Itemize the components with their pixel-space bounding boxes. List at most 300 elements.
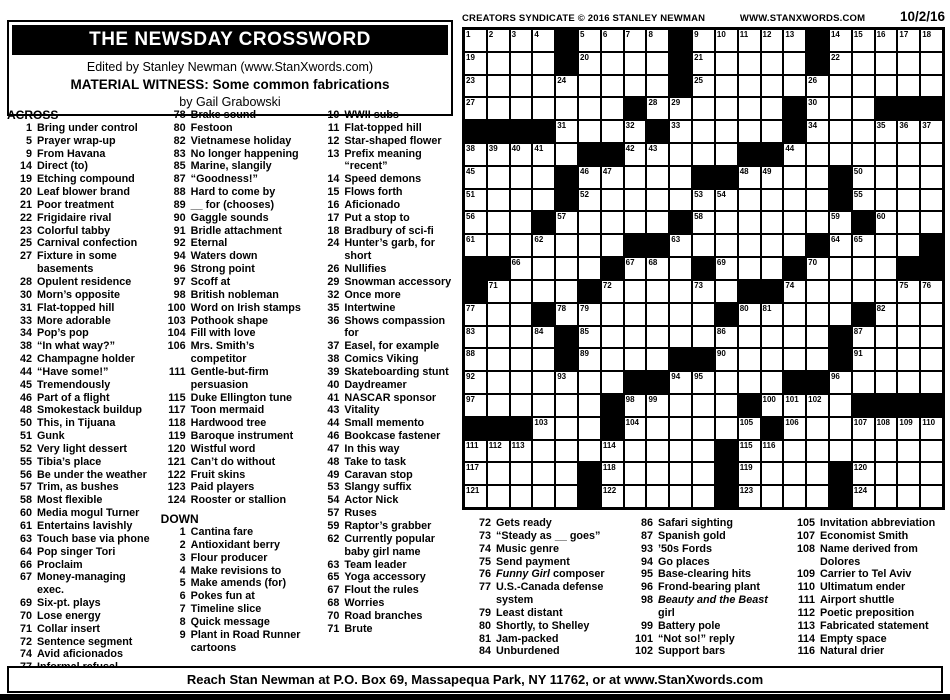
grid-cell[interactable] [692, 326, 715, 349]
grid-cell[interactable] [829, 29, 852, 52]
grid-cell[interactable] [692, 189, 715, 212]
grid-cell[interactable] [510, 348, 533, 371]
grid-cell[interactable] [806, 440, 829, 463]
grid-cell[interactable] [852, 485, 875, 508]
grid-cell[interactable] [464, 29, 487, 52]
grid-cell[interactable] [829, 143, 852, 166]
grid-cell[interactable] [783, 348, 806, 371]
grid-cell[interactable] [601, 303, 624, 326]
grid-cell[interactable] [829, 75, 852, 98]
grid-cell[interactable] [487, 440, 510, 463]
grid-cell[interactable] [510, 303, 533, 326]
grid-cell[interactable] [852, 417, 875, 440]
grid-cell[interactable] [578, 394, 601, 417]
grid-cell[interactable] [829, 52, 852, 75]
grid-cell[interactable] [783, 462, 806, 485]
grid-cell[interactable] [646, 166, 669, 189]
grid-cell[interactable] [578, 52, 601, 75]
grid-cell[interactable] [487, 143, 510, 166]
grid-cell[interactable] [646, 348, 669, 371]
grid-cell[interactable] [920, 75, 943, 98]
grid-cell[interactable] [761, 485, 784, 508]
grid-cell[interactable] [715, 348, 738, 371]
grid-cell[interactable] [487, 234, 510, 257]
grid-cell[interactable] [510, 52, 533, 75]
grid-cell[interactable] [487, 211, 510, 234]
grid-cell[interactable] [897, 143, 920, 166]
grid-cell[interactable] [761, 75, 784, 98]
grid-cell[interactable] [692, 29, 715, 52]
grid-cell[interactable] [624, 303, 647, 326]
grid-cell[interactable] [555, 143, 578, 166]
grid-cell[interactable] [852, 120, 875, 143]
grid-cell[interactable] [806, 485, 829, 508]
grid-cell[interactable] [464, 143, 487, 166]
grid-cell[interactable] [601, 75, 624, 98]
grid-cell[interactable] [875, 52, 898, 75]
grid-cell[interactable] [715, 417, 738, 440]
grid-cell[interactable] [761, 394, 784, 417]
grid-cell[interactable] [646, 75, 669, 98]
grid-cell[interactable] [532, 29, 555, 52]
grid-cell[interactable] [669, 440, 692, 463]
grid-cell[interactable] [646, 462, 669, 485]
grid-cell[interactable] [464, 485, 487, 508]
grid-cell[interactable] [624, 52, 647, 75]
grid-cell[interactable] [875, 485, 898, 508]
grid-cell[interactable] [487, 326, 510, 349]
grid-cell[interactable] [510, 143, 533, 166]
grid-cell[interactable] [761, 257, 784, 280]
grid-cell[interactable] [510, 257, 533, 280]
grid-cell[interactable] [875, 211, 898, 234]
grid-cell[interactable] [601, 326, 624, 349]
grid-cell[interactable] [624, 189, 647, 212]
grid-cell[interactable] [875, 257, 898, 280]
grid-cell[interactable] [464, 348, 487, 371]
grid-cell[interactable] [464, 440, 487, 463]
grid-cell[interactable] [578, 29, 601, 52]
grid-cell[interactable] [692, 303, 715, 326]
grid-cell[interactable] [624, 440, 647, 463]
grid-cell[interactable] [646, 189, 669, 212]
grid-cell[interactable] [920, 485, 943, 508]
grid-cell[interactable] [669, 189, 692, 212]
grid-cell[interactable] [852, 371, 875, 394]
grid-cell[interactable] [646, 29, 669, 52]
grid-cell[interactable] [601, 52, 624, 75]
grid-cell[interactable] [783, 326, 806, 349]
grid-cell[interactable] [487, 29, 510, 52]
grid-cell[interactable] [875, 280, 898, 303]
grid-cell[interactable] [510, 462, 533, 485]
grid-cell[interactable] [532, 485, 555, 508]
grid-cell[interactable] [555, 97, 578, 120]
grid-cell[interactable] [624, 120, 647, 143]
grid-cell[interactable] [692, 143, 715, 166]
grid-cell[interactable] [920, 280, 943, 303]
grid-cell[interactable] [532, 234, 555, 257]
grid-cell[interactable] [646, 280, 669, 303]
grid-cell[interactable] [829, 211, 852, 234]
grid-cell[interactable] [692, 485, 715, 508]
grid-cell[interactable] [464, 166, 487, 189]
grid-cell[interactable] [487, 280, 510, 303]
grid-cell[interactable] [738, 257, 761, 280]
grid-cell[interactable] [829, 440, 852, 463]
grid-cell[interactable] [578, 348, 601, 371]
grid-cell[interactable] [783, 143, 806, 166]
grid-cell[interactable] [624, 394, 647, 417]
grid-cell[interactable] [738, 371, 761, 394]
grid-cell[interactable] [806, 326, 829, 349]
grid-cell[interactable] [897, 417, 920, 440]
grid-cell[interactable] [487, 75, 510, 98]
grid-cell[interactable] [783, 75, 806, 98]
grid-cell[interactable] [783, 440, 806, 463]
grid-cell[interactable] [669, 371, 692, 394]
grid-cell[interactable] [624, 485, 647, 508]
grid-cell[interactable] [806, 394, 829, 417]
grid-cell[interactable] [852, 257, 875, 280]
grid-cell[interactable] [852, 75, 875, 98]
grid-cell[interactable] [646, 143, 669, 166]
grid-cell[interactable] [487, 348, 510, 371]
grid-cell[interactable] [464, 189, 487, 212]
grid-cell[interactable] [920, 348, 943, 371]
grid-cell[interactable] [738, 303, 761, 326]
grid-cell[interactable] [510, 371, 533, 394]
grid-cell[interactable] [532, 440, 555, 463]
grid-cell[interactable] [692, 280, 715, 303]
grid-cell[interactable] [510, 485, 533, 508]
grid-cell[interactable] [897, 440, 920, 463]
grid-cell[interactable] [738, 462, 761, 485]
grid-cell[interactable] [806, 120, 829, 143]
grid-cell[interactable] [578, 371, 601, 394]
grid-cell[interactable] [624, 257, 647, 280]
grid-cell[interactable] [875, 75, 898, 98]
grid-cell[interactable] [555, 485, 578, 508]
grid-cell[interactable] [875, 29, 898, 52]
grid-cell[interactable] [761, 440, 784, 463]
grid-cell[interactable] [555, 440, 578, 463]
grid-cell[interactable] [624, 75, 647, 98]
grid-cell[interactable] [669, 97, 692, 120]
grid-cell[interactable] [920, 326, 943, 349]
grid-cell[interactable] [920, 189, 943, 212]
grid-cell[interactable] [669, 143, 692, 166]
grid-cell[interactable] [646, 326, 669, 349]
grid-cell[interactable] [624, 326, 647, 349]
grid-cell[interactable] [920, 417, 943, 440]
grid-cell[interactable] [692, 371, 715, 394]
grid-cell[interactable] [829, 280, 852, 303]
grid-cell[interactable] [875, 417, 898, 440]
grid-cell[interactable] [783, 303, 806, 326]
grid-cell[interactable] [897, 29, 920, 52]
grid-cell[interactable] [601, 440, 624, 463]
grid-cell[interactable] [601, 348, 624, 371]
grid-cell[interactable] [852, 166, 875, 189]
grid-cell[interactable] [555, 417, 578, 440]
grid-cell[interactable] [464, 303, 487, 326]
grid-cell[interactable] [875, 189, 898, 212]
grid-cell[interactable] [806, 417, 829, 440]
grid-cell[interactable] [555, 280, 578, 303]
grid-cell[interactable] [852, 234, 875, 257]
grid-cell[interactable] [897, 485, 920, 508]
grid-cell[interactable] [532, 189, 555, 212]
grid-cell[interactable] [464, 326, 487, 349]
grid-cell[interactable] [738, 75, 761, 98]
grid-cell[interactable] [783, 394, 806, 417]
grid-cell[interactable] [646, 97, 669, 120]
grid-cell[interactable] [601, 189, 624, 212]
grid-cell[interactable] [852, 280, 875, 303]
grid-cell[interactable] [783, 52, 806, 75]
grid-cell[interactable] [920, 166, 943, 189]
grid-cell[interactable] [738, 234, 761, 257]
grid-cell[interactable] [624, 166, 647, 189]
grid-cell[interactable] [510, 211, 533, 234]
grid-cell[interactable] [464, 371, 487, 394]
grid-cell[interactable] [487, 462, 510, 485]
grid-cell[interactable] [601, 29, 624, 52]
grid-cell[interactable] [646, 52, 669, 75]
grid-cell[interactable] [761, 52, 784, 75]
grid-cell[interactable] [806, 166, 829, 189]
grid-cell[interactable] [875, 143, 898, 166]
grid-cell[interactable] [578, 120, 601, 143]
grid-cell[interactable] [464, 75, 487, 98]
grid-cell[interactable] [738, 120, 761, 143]
grid-cell[interactable] [692, 394, 715, 417]
grid-cell[interactable] [646, 417, 669, 440]
grid-cell[interactable] [852, 348, 875, 371]
grid-cell[interactable] [692, 75, 715, 98]
grid-cell[interactable] [624, 143, 647, 166]
grid-cell[interactable] [624, 417, 647, 440]
grid-cell[interactable] [715, 120, 738, 143]
grid-cell[interactable] [510, 29, 533, 52]
grid-cell[interactable] [829, 234, 852, 257]
grid-cell[interactable] [532, 143, 555, 166]
grid-cell[interactable] [783, 189, 806, 212]
grid-cell[interactable] [875, 303, 898, 326]
grid-cell[interactable] [601, 234, 624, 257]
grid-cell[interactable] [783, 166, 806, 189]
grid-cell[interactable] [761, 348, 784, 371]
grid-cell[interactable] [875, 120, 898, 143]
grid-cell[interactable] [829, 120, 852, 143]
grid-cell[interactable] [875, 166, 898, 189]
grid-cell[interactable] [920, 371, 943, 394]
grid-cell[interactable] [669, 394, 692, 417]
grid-cell[interactable] [578, 211, 601, 234]
grid-cell[interactable] [761, 166, 784, 189]
grid-cell[interactable] [464, 211, 487, 234]
grid-cell[interactable] [510, 440, 533, 463]
grid-cell[interactable] [738, 326, 761, 349]
grid-cell[interactable] [761, 211, 784, 234]
grid-cell[interactable] [532, 417, 555, 440]
grid-cell[interactable] [738, 440, 761, 463]
grid-cell[interactable] [624, 29, 647, 52]
grid-cell[interactable] [829, 371, 852, 394]
grid-cell[interactable] [464, 394, 487, 417]
grid-cell[interactable] [646, 485, 669, 508]
grid-cell[interactable] [601, 280, 624, 303]
grid-cell[interactable] [715, 394, 738, 417]
grid-cell[interactable] [692, 52, 715, 75]
grid-cell[interactable] [897, 189, 920, 212]
grid-cell[interactable] [806, 348, 829, 371]
grid-cell[interactable] [715, 97, 738, 120]
grid-cell[interactable] [510, 166, 533, 189]
grid-cell[interactable] [487, 485, 510, 508]
grid-cell[interactable] [897, 348, 920, 371]
grid-cell[interactable] [761, 29, 784, 52]
grid-cell[interactable] [852, 326, 875, 349]
grid-cell[interactable] [761, 120, 784, 143]
grid-cell[interactable] [669, 303, 692, 326]
grid-cell[interactable] [715, 257, 738, 280]
grid-cell[interactable] [532, 394, 555, 417]
grid-cell[interactable] [829, 394, 852, 417]
grid-cell[interactable] [669, 120, 692, 143]
grid-cell[interactable] [578, 75, 601, 98]
grid-cell[interactable] [715, 280, 738, 303]
grid-cell[interactable] [464, 52, 487, 75]
grid-cell[interactable] [897, 234, 920, 257]
grid-cell[interactable] [783, 280, 806, 303]
grid-cell[interactable] [624, 462, 647, 485]
grid-cell[interactable] [692, 97, 715, 120]
grid-cell[interactable] [487, 97, 510, 120]
grid-cell[interactable] [578, 97, 601, 120]
grid-cell[interactable] [532, 280, 555, 303]
grid-cell[interactable] [669, 257, 692, 280]
grid-cell[interactable] [852, 462, 875, 485]
grid-cell[interactable] [510, 189, 533, 212]
grid-cell[interactable] [532, 75, 555, 98]
grid-cell[interactable] [761, 303, 784, 326]
grid-cell[interactable] [624, 280, 647, 303]
grid-cell[interactable] [852, 440, 875, 463]
grid-cell[interactable] [715, 371, 738, 394]
grid-cell[interactable] [601, 166, 624, 189]
grid-cell[interactable] [510, 394, 533, 417]
grid-cell[interactable] [555, 257, 578, 280]
grid-cell[interactable] [578, 417, 601, 440]
grid-cell[interactable] [783, 234, 806, 257]
grid-cell[interactable] [646, 394, 669, 417]
grid-cell[interactable] [829, 257, 852, 280]
grid-cell[interactable] [761, 462, 784, 485]
grid-cell[interactable] [669, 280, 692, 303]
grid-cell[interactable] [669, 485, 692, 508]
grid-cell[interactable] [897, 280, 920, 303]
grid-cell[interactable] [875, 326, 898, 349]
grid-cell[interactable] [601, 97, 624, 120]
grid-cell[interactable] [783, 29, 806, 52]
grid-cell[interactable] [646, 440, 669, 463]
grid-cell[interactable] [464, 234, 487, 257]
grid-cell[interactable] [806, 280, 829, 303]
grid-cell[interactable] [806, 143, 829, 166]
grid-cell[interactable] [487, 52, 510, 75]
grid-cell[interactable] [761, 326, 784, 349]
grid-cell[interactable] [669, 166, 692, 189]
grid-cell[interactable] [875, 462, 898, 485]
grid-cell[interactable] [601, 120, 624, 143]
grid-cell[interactable] [532, 97, 555, 120]
grid-cell[interactable] [897, 303, 920, 326]
grid-cell[interactable] [738, 189, 761, 212]
grid-cell[interactable] [510, 326, 533, 349]
grid-cell[interactable] [761, 189, 784, 212]
grid-cell[interactable] [601, 211, 624, 234]
grid-cell[interactable] [897, 371, 920, 394]
grid-cell[interactable] [578, 166, 601, 189]
grid-cell[interactable] [852, 97, 875, 120]
grid-cell[interactable] [738, 29, 761, 52]
grid-cell[interactable] [715, 211, 738, 234]
grid-cell[interactable] [897, 52, 920, 75]
grid-cell[interactable] [510, 97, 533, 120]
grid-cell[interactable] [532, 462, 555, 485]
grid-cell[interactable] [555, 75, 578, 98]
grid-cell[interactable] [738, 52, 761, 75]
grid-cell[interactable] [738, 211, 761, 234]
grid-cell[interactable] [487, 303, 510, 326]
grid-cell[interactable] [920, 303, 943, 326]
grid-cell[interactable] [852, 189, 875, 212]
grid-cell[interactable] [624, 211, 647, 234]
grid-cell[interactable] [692, 120, 715, 143]
grid-cell[interactable] [920, 211, 943, 234]
grid-cell[interactable] [669, 234, 692, 257]
grid-cell[interactable] [715, 52, 738, 75]
grid-cell[interactable] [738, 348, 761, 371]
grid-cell[interactable] [783, 485, 806, 508]
grid-cell[interactable] [715, 189, 738, 212]
grid-cell[interactable] [852, 143, 875, 166]
grid-cell[interactable] [532, 326, 555, 349]
grid-cell[interactable] [715, 326, 738, 349]
grid-cell[interactable] [555, 211, 578, 234]
grid-cell[interactable] [669, 462, 692, 485]
grid-cell[interactable] [738, 485, 761, 508]
grid-cell[interactable] [738, 166, 761, 189]
grid-cell[interactable] [555, 120, 578, 143]
grid-cell[interactable] [897, 326, 920, 349]
grid-cell[interactable] [646, 211, 669, 234]
grid-cell[interactable] [601, 371, 624, 394]
grid-cell[interactable] [783, 417, 806, 440]
grid-cell[interactable] [601, 485, 624, 508]
grid-cell[interactable] [920, 143, 943, 166]
grid-cell[interactable] [555, 371, 578, 394]
grid-cell[interactable] [761, 234, 784, 257]
grid-cell[interactable] [487, 394, 510, 417]
grid-cell[interactable] [692, 462, 715, 485]
grid-cell[interactable] [829, 97, 852, 120]
grid-cell[interactable] [806, 189, 829, 212]
grid-cell[interactable] [715, 234, 738, 257]
grid-cell[interactable] [510, 280, 533, 303]
